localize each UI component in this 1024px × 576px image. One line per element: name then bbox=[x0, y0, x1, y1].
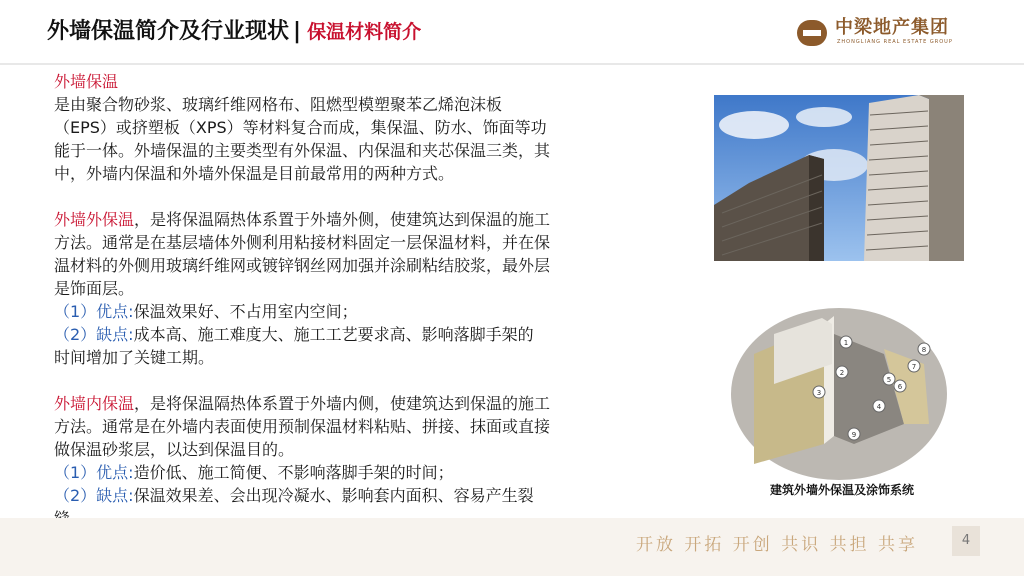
inner-insulation-desc: ，是将保温隔热体系置于外墙内侧，使建筑达到保温的施工 bbox=[134, 394, 551, 413]
inner-insulation-line bbox=[54, 392, 684, 415]
diagram-marker: 6 bbox=[897, 383, 903, 391]
content-body bbox=[54, 70, 684, 530]
inner-line: 方法。通常是在外墙内表面使用预制保温材料粘贴、拼接、抹面或直接 bbox=[54, 417, 551, 436]
diagram-marker: 8 bbox=[921, 346, 927, 354]
spacer bbox=[54, 369, 684, 392]
inner-pros bbox=[54, 461, 684, 484]
outer-cons-text: 成本高、施工难度大、施工工艺要求高、影响落脚手架的 bbox=[133, 325, 534, 344]
brand-name: 中梁地产集团 bbox=[835, 17, 949, 38]
outer-cons-continued: 时间增加了关键工期。 bbox=[54, 348, 215, 367]
intro-line: 中，外墙内保温和外墙外保温是目前最常用的两种方式。 bbox=[54, 164, 455, 183]
outer-pros bbox=[54, 300, 684, 323]
inner-pros-label: （1）优点: bbox=[54, 463, 134, 482]
diagram-marker: 2 bbox=[839, 369, 845, 377]
inner-line: 做保温砂浆层，以达到保温目的。 bbox=[54, 440, 295, 459]
wall-insulation-diagram bbox=[714, 294, 964, 502]
diagram-marker: 7 bbox=[911, 363, 917, 371]
section-heading: 外墙保温 bbox=[54, 72, 119, 91]
diagram-marker: 3 bbox=[816, 389, 822, 397]
brand-logo bbox=[797, 17, 967, 49]
title-separator: | bbox=[293, 19, 302, 44]
outer-cons bbox=[54, 323, 684, 346]
diagram-marker: 4 bbox=[876, 403, 882, 411]
brand-badge-icon bbox=[797, 20, 827, 46]
intro-line: 能于一体。外墙保温的主要类型有外保温、内保温和夹芯保温三类，其 bbox=[54, 141, 551, 160]
diagram-marker: 5 bbox=[886, 376, 892, 384]
inner-cons-text: 保温效果差、会出现冷凝水、影响套内面积、容易产生裂 bbox=[133, 486, 534, 505]
outer-insulation-term: 外墙外保温 bbox=[54, 210, 135, 229]
outer-insulation-line bbox=[54, 208, 684, 231]
outer-pros-text: 保温效果好、不占用室内空间； bbox=[133, 302, 358, 321]
intro-line: 是由聚合物砂浆、玻璃纤维网格布、阻燃型模塑聚苯乙烯泡沫板 bbox=[54, 95, 503, 114]
slide-title bbox=[47, 18, 507, 68]
inner-insulation-term: 外墙内保温 bbox=[54, 394, 135, 413]
inner-cons-label: （2）缺点: bbox=[54, 486, 134, 505]
outer-line: 温材料的外侧用玻璃纤维网或镀锌钢丝网加强并涂刷粘结胶浆，最外层 bbox=[54, 256, 551, 275]
diagram-caption: 建筑外墙外保温及涂饰系统 bbox=[769, 483, 915, 497]
intro-line: （EPS）或挤塑板（XPS）等材料复合而成，集保温、防水、饰面等功 bbox=[54, 118, 547, 137]
outer-cons-label: （2）缺点: bbox=[54, 325, 134, 344]
title-sub: 保温材料简介 bbox=[307, 21, 422, 43]
outer-pros-label: （1）优点: bbox=[54, 302, 134, 321]
spacer bbox=[54, 185, 684, 208]
header-divider bbox=[0, 63, 1024, 65]
brand-english-name: ZHONGLIANG REAL ESTATE GROUP bbox=[837, 39, 953, 45]
high-rise-buildings-photo bbox=[714, 95, 964, 261]
page-number: 4 bbox=[952, 526, 980, 556]
diagram-marker: 1 bbox=[843, 339, 849, 347]
outer-insulation-desc: ，是将保温隔热体系置于外墙外侧，使建筑达到保温的施工 bbox=[134, 210, 551, 229]
diagram-marker: 9 bbox=[851, 431, 857, 439]
outer-line: 方法。通常是在基层墙体外侧利用粘接材料固定一层保温材料，并在保 bbox=[54, 233, 551, 252]
inner-cons bbox=[54, 484, 684, 507]
footer-slogan: 开放 开拓 开创 共识 共担 共享 bbox=[636, 535, 919, 555]
title-main: 外墙保温简介及行业现状 bbox=[47, 19, 290, 44]
outer-line: 是饰面层。 bbox=[54, 279, 135, 298]
inner-pros-text: 造价低、施工简便、不影响落脚手架的时间； bbox=[133, 463, 454, 482]
insulation-system-illustration bbox=[714, 294, 964, 502]
buildings-illustration bbox=[714, 95, 964, 261]
